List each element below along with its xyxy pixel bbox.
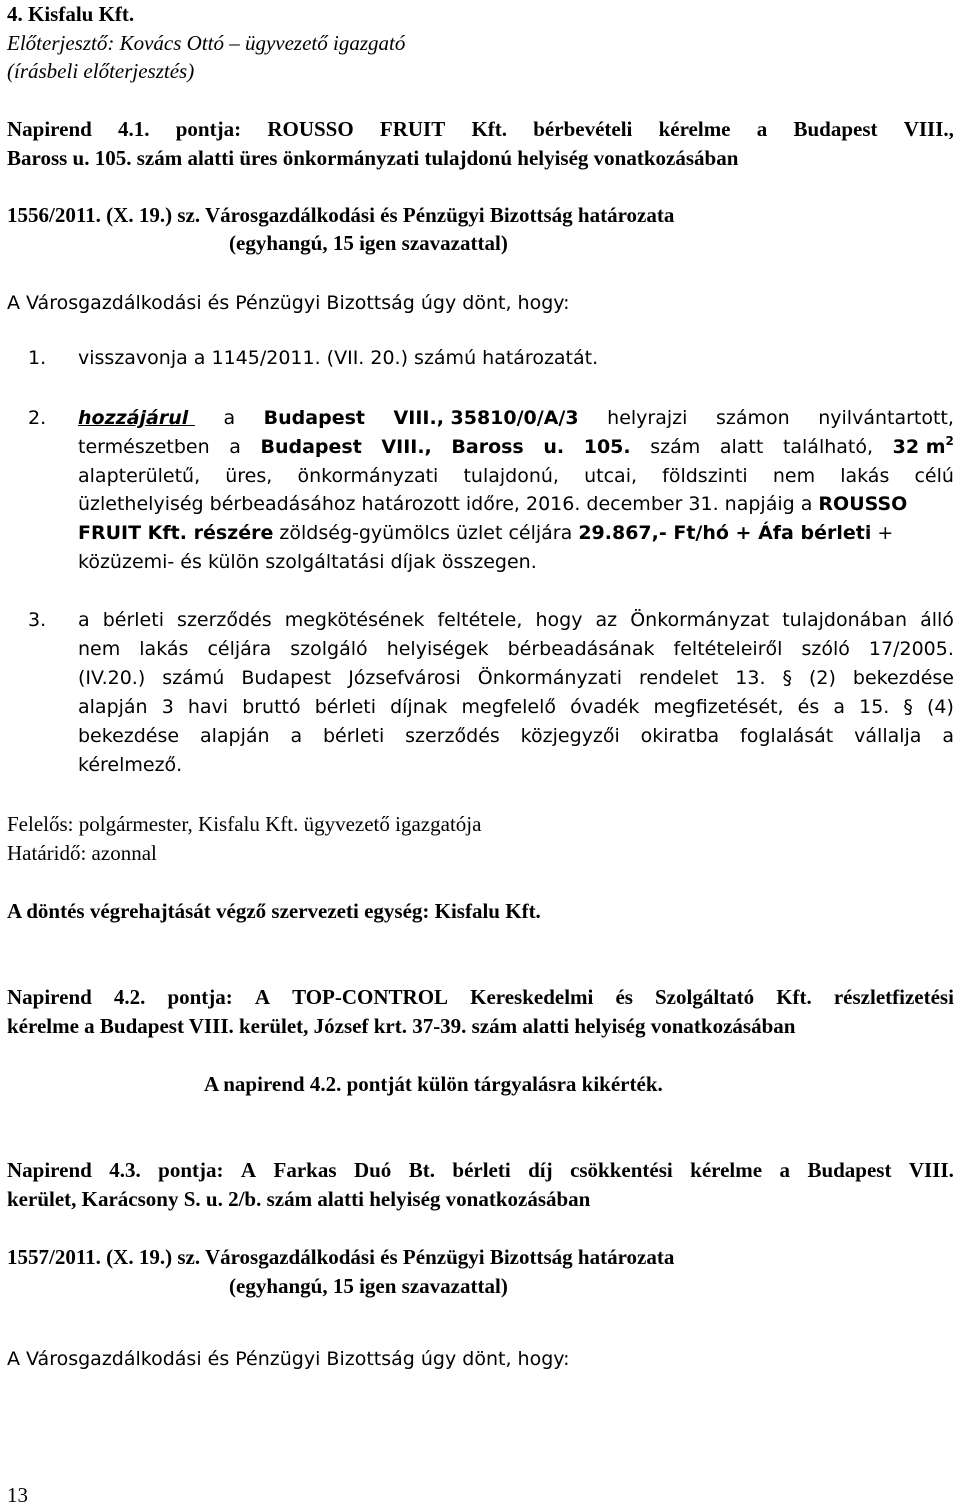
- word: Duó: [353, 1158, 392, 1182]
- word: 17/2005.: [868, 638, 954, 660]
- point-3-line-4: [78, 694, 954, 720]
- agenda-4-1-line-1: [7, 116, 954, 142]
- point-3-line-6: kérelmező.: [78, 754, 183, 776]
- word: bérleti: [452, 1158, 511, 1182]
- word: és: [615, 985, 633, 1009]
- word: (2): [809, 667, 836, 689]
- word: üres,: [225, 465, 273, 487]
- word: földszinti: [662, 465, 748, 487]
- word: 4.3.: [109, 1158, 141, 1182]
- word: bekezdése: [852, 667, 954, 689]
- word: a: [756, 117, 768, 141]
- word: Kft.: [776, 985, 812, 1009]
- word: VIII.: [908, 1158, 954, 1182]
- word: bérbeadásának: [507, 638, 655, 660]
- agenda-4-3-line-1: [7, 1157, 954, 1183]
- point-1-number: 1.: [28, 347, 47, 369]
- resolution-vote: (egyhangú, 15 igen szavazattal): [229, 1274, 508, 1298]
- resolution-1557-heading: [7, 1244, 674, 1270]
- responsible-line: Felelős: polgármester, Kisfalu Kft. ügyvezető igazgatója: [7, 812, 482, 836]
- word: tulajdonában: [782, 609, 908, 631]
- word: Budapest: [793, 117, 878, 141]
- word: bekezdése: [78, 725, 180, 747]
- word: rendelet: [638, 667, 719, 689]
- word: csökkentési: [570, 1158, 673, 1182]
- word: Napirend: [7, 985, 92, 1009]
- agenda-4-2-note: A napirend 4.2. pontját külön tárgyalásra kikérték.: [204, 1072, 663, 1096]
- point-2-line-6: közüzemi- és külön szolgáltatási díjak összegen.: [78, 551, 537, 573]
- word: díjnak: [390, 696, 448, 718]
- word: (IV.20.): [78, 667, 146, 689]
- word: önkormányzati: [297, 465, 439, 487]
- decision-intro: A Városgazdálkodási és Pénzügyi Bizottság úgy dönt, hogy:: [7, 1348, 570, 1370]
- word: részletfizetési: [833, 985, 954, 1009]
- resolution-1556-heading: [7, 202, 674, 228]
- word: Önkormányzat: [630, 609, 770, 631]
- word: VIII.,: [903, 117, 954, 141]
- word: számú: [162, 667, 225, 689]
- word: a: [290, 725, 303, 747]
- word: pontja:: [175, 117, 242, 141]
- point-3-line-5: [78, 723, 954, 749]
- word: A: [240, 1158, 257, 1182]
- resolution-title: Városgazdálkodási és Pénzügyi Bizottság határozata: [204, 203, 675, 227]
- word: helyiségek: [386, 638, 489, 660]
- word: utcai,: [584, 465, 638, 487]
- page-number: 13: [7, 1483, 28, 1507]
- word: a: [78, 609, 90, 631]
- word: alapján: [78, 696, 148, 718]
- word: célú: [914, 465, 954, 487]
- word: Bt.: [408, 1158, 435, 1182]
- agenda-4-1-line-2: Baross u. 105. szám alatti üres önkormányzati tulajdonú helyiség vonatkozásában: [7, 146, 739, 170]
- area-value: 32 $m^2$: [892, 434, 954, 458]
- point-2-line-2: természetben a Budapest VIII., Baross u. 105. szám alatt található, 32 $m^2$: [78, 434, 954, 458]
- word: 4.1.: [118, 117, 150, 141]
- word: megkötésének: [284, 609, 425, 631]
- word: §: [782, 667, 792, 689]
- word: feltétele,: [437, 609, 523, 631]
- word: hogy: [535, 609, 583, 631]
- word: a: [833, 696, 846, 718]
- agenda-4-2-line-2: kérelme a Budapest VIII. kerület, József krt. 37-39. szám alatti helyiség vonatkozásában: [7, 1014, 796, 1038]
- word: szerződés: [177, 609, 272, 631]
- word: bérbevételi: [533, 117, 633, 141]
- word: FRUIT: [379, 117, 446, 141]
- point-1-text: visszavonja a 1145/2011. (VII. 20.) számú határozatát.: [78, 347, 599, 369]
- word: közjegyzői: [520, 725, 620, 747]
- word: kérelme: [690, 1158, 763, 1182]
- word: Önkormányzati: [477, 667, 622, 689]
- word: lakás: [139, 638, 189, 660]
- word: alapterületű,: [78, 465, 201, 487]
- point-2-number: 2.: [28, 407, 47, 429]
- deadline-line: Határidő: azonnal: [7, 841, 157, 865]
- point-2-line-1: hozzájárul a Budapest VIII., 35810/0/A/3 helyrajzi számon nyilvántartott,: [78, 407, 954, 429]
- point-2-line-4: üzlethelyiség bérbeadásához határozott időre, 2016. december 31. napjáig a ROUSSO: [78, 493, 908, 515]
- word: 3: [161, 696, 174, 718]
- word: bérleti: [102, 609, 164, 631]
- submission-mode: (írásbeli előterjesztés): [7, 59, 195, 83]
- word: §: [903, 696, 913, 718]
- word: nem: [772, 465, 816, 487]
- word: pontja:: [167, 985, 233, 1009]
- word: okiratba: [640, 725, 720, 747]
- word: szolgáló: [290, 638, 368, 660]
- word: havi: [187, 696, 229, 718]
- word: bérleti: [323, 725, 385, 747]
- word: Budapest: [807, 1158, 892, 1182]
- word: alapján: [199, 725, 270, 747]
- point-3-line-3: [78, 665, 954, 691]
- word: nem: [78, 638, 121, 660]
- resolution-vote: (egyhangú, 15 igen szavazattal): [229, 231, 508, 255]
- word: bruttó: [242, 696, 301, 718]
- word: Napirend: [7, 1158, 92, 1182]
- word: az: [595, 609, 618, 631]
- word: (4): [927, 696, 954, 718]
- resolution-number: 1556/2011. (X. 19.) sz.: [7, 203, 201, 227]
- word: foglalását: [740, 725, 834, 747]
- word: szerződés: [405, 725, 500, 747]
- agenda-4-2-line-1: [7, 984, 954, 1010]
- word: a: [779, 1158, 791, 1182]
- point-3-line-2: [78, 636, 954, 662]
- word: 15.: [859, 696, 890, 718]
- word: Napirend: [7, 117, 92, 141]
- word: TOP-CONTROL: [292, 985, 449, 1009]
- word: feltételeiről: [673, 638, 783, 660]
- word: és: [797, 696, 820, 718]
- point-2-line-3: [78, 463, 954, 489]
- word: óvadék: [570, 696, 640, 718]
- point-2-line-5: FRUIT Kft. részére zöldség-gyümölcs üzlet céljára 29.867,- Ft/hó + Áfa bérleti +: [78, 522, 894, 544]
- word: pontja:: [158, 1158, 224, 1182]
- word: Budapest: [241, 667, 332, 689]
- word: megfelelő: [461, 696, 557, 718]
- word: a: [942, 725, 954, 747]
- presenter-line: Előterjesztő: Kovács Ottó – ügyvezető igazgató: [7, 31, 406, 55]
- word: Szolgáltató: [655, 985, 755, 1009]
- word: szóló: [801, 638, 850, 660]
- decision-intro: A Városgazdálkodási és Pénzügyi Bizottság úgy dönt, hogy:: [7, 292, 570, 314]
- word: tulajdonú,: [463, 465, 559, 487]
- word: Kft.: [471, 117, 508, 141]
- word: Józsefvárosi: [348, 667, 461, 689]
- point-3-line-1: [78, 607, 954, 633]
- section-title: 4. Kisfalu Kft.: [7, 2, 135, 26]
- word: lakás: [840, 465, 890, 487]
- point-2-verb: hozzájárul: [78, 407, 189, 429]
- word: díj: [528, 1158, 553, 1182]
- word: Kereskedelmi: [470, 985, 594, 1009]
- word: A: [254, 985, 271, 1009]
- resolution-title: Városgazdálkodási és Pénzügyi Bizottság határozata: [204, 1245, 675, 1269]
- word: 4.2.: [113, 985, 146, 1009]
- word: Farkas: [273, 1158, 337, 1182]
- agenda-4-3-line-2: kerület, Karácsony S. u. 2/b. szám alatti helyiség vonatkozásában: [7, 1187, 591, 1211]
- word: kérelme: [658, 117, 731, 141]
- word: ROUSSO: [267, 117, 354, 141]
- word: álló: [920, 609, 954, 631]
- executor-line: A döntés végrehajtását végző szervezeti egység: Kisfalu Kft.: [7, 899, 541, 923]
- word: megfizetését,: [653, 696, 784, 718]
- word: bérleti: [314, 696, 376, 718]
- resolution-number: 1557/2011. (X. 19.) sz.: [7, 1245, 201, 1269]
- point-3-number: 3.: [28, 609, 47, 631]
- word: céljára: [207, 638, 272, 660]
- word: vállalja: [854, 725, 922, 747]
- word: 13.: [735, 667, 766, 689]
